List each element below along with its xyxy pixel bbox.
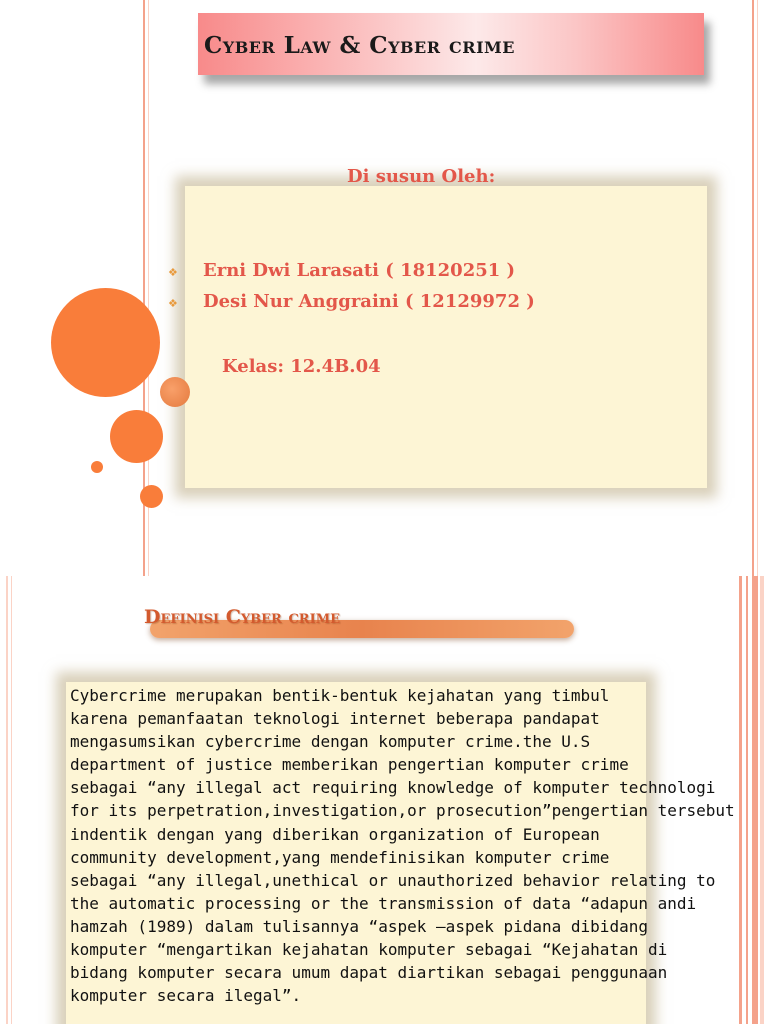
decor-circle — [51, 288, 160, 397]
section-heading: Definisi Cyber crime — [144, 606, 340, 628]
decor-circle — [140, 485, 163, 508]
definition-line: community development,yang mendefinisikan komputer crime — [70, 847, 610, 867]
definition-line: the automatic processing or the transmission of data “adapun andi — [70, 893, 697, 913]
definition-line: sebagai “any illegal act requiring knowledge of komputer technologi — [70, 778, 716, 798]
decor-line — [11, 576, 12, 1024]
slide-2 — [0, 576, 768, 1024]
diamond-bullet-icon: ❖ — [168, 297, 178, 310]
decor-line — [752, 0, 754, 576]
definition-text — [70, 684, 735, 1007]
decor-line — [739, 576, 742, 1024]
definition-line: sebagai “any illegal,unethical or unauthorized behavior relating to — [70, 870, 716, 890]
definition-line: Cybercrime merupakan bentik-bentuk kejahatan yang timbul — [70, 686, 610, 705]
definition-line: hamzah (1989) dalam tulisannya “aspek –aspek pidana dibidang — [70, 916, 648, 936]
decor-line — [752, 576, 758, 1024]
decor-circle — [160, 377, 190, 407]
author-name: Erni Dwi Larasati ( 18120251 ) — [203, 260, 516, 281]
decor-line — [6, 576, 8, 1024]
class-label: Kelas: 12.4B.04 — [222, 356, 381, 377]
definition-line: bidang komputer secara umum dapat diartikan sebagai penggunaan — [70, 963, 668, 983]
decor-circle — [91, 461, 103, 473]
authors-panel — [185, 186, 707, 488]
decor-line — [746, 576, 748, 1024]
definition-line: karena pemanfaatan teknologi internet beberapa pandapat — [70, 709, 600, 729]
definition-line: indentik dengan yang diberikan organization of European — [70, 824, 600, 844]
decor-circle — [110, 410, 163, 463]
definition-line: komputer secara ilegal”. — [70, 986, 302, 1006]
diamond-bullet-icon: ❖ — [168, 266, 178, 279]
definition-line: komputer “mengartikan kejahatan komputer sebagai “Kejahatan di — [70, 940, 668, 960]
slide-title: Cyber Law & Cyber crime — [204, 32, 515, 59]
author-name: Desi Nur Anggraini ( 12129972 ) — [203, 291, 535, 312]
definition-line: mengasumsikan cybercrime dengan komputer crime.the U.S — [70, 732, 591, 752]
definition-line: department of justice memberikan pengertian komputer crime — [70, 755, 629, 775]
decor-line — [760, 576, 764, 1024]
definition-line: for its perpetration,investigation,or prosecution”pengertian tersebut — [70, 801, 735, 821]
decor-line — [757, 0, 758, 576]
subtitle: Di susun Oleh: — [347, 166, 496, 187]
